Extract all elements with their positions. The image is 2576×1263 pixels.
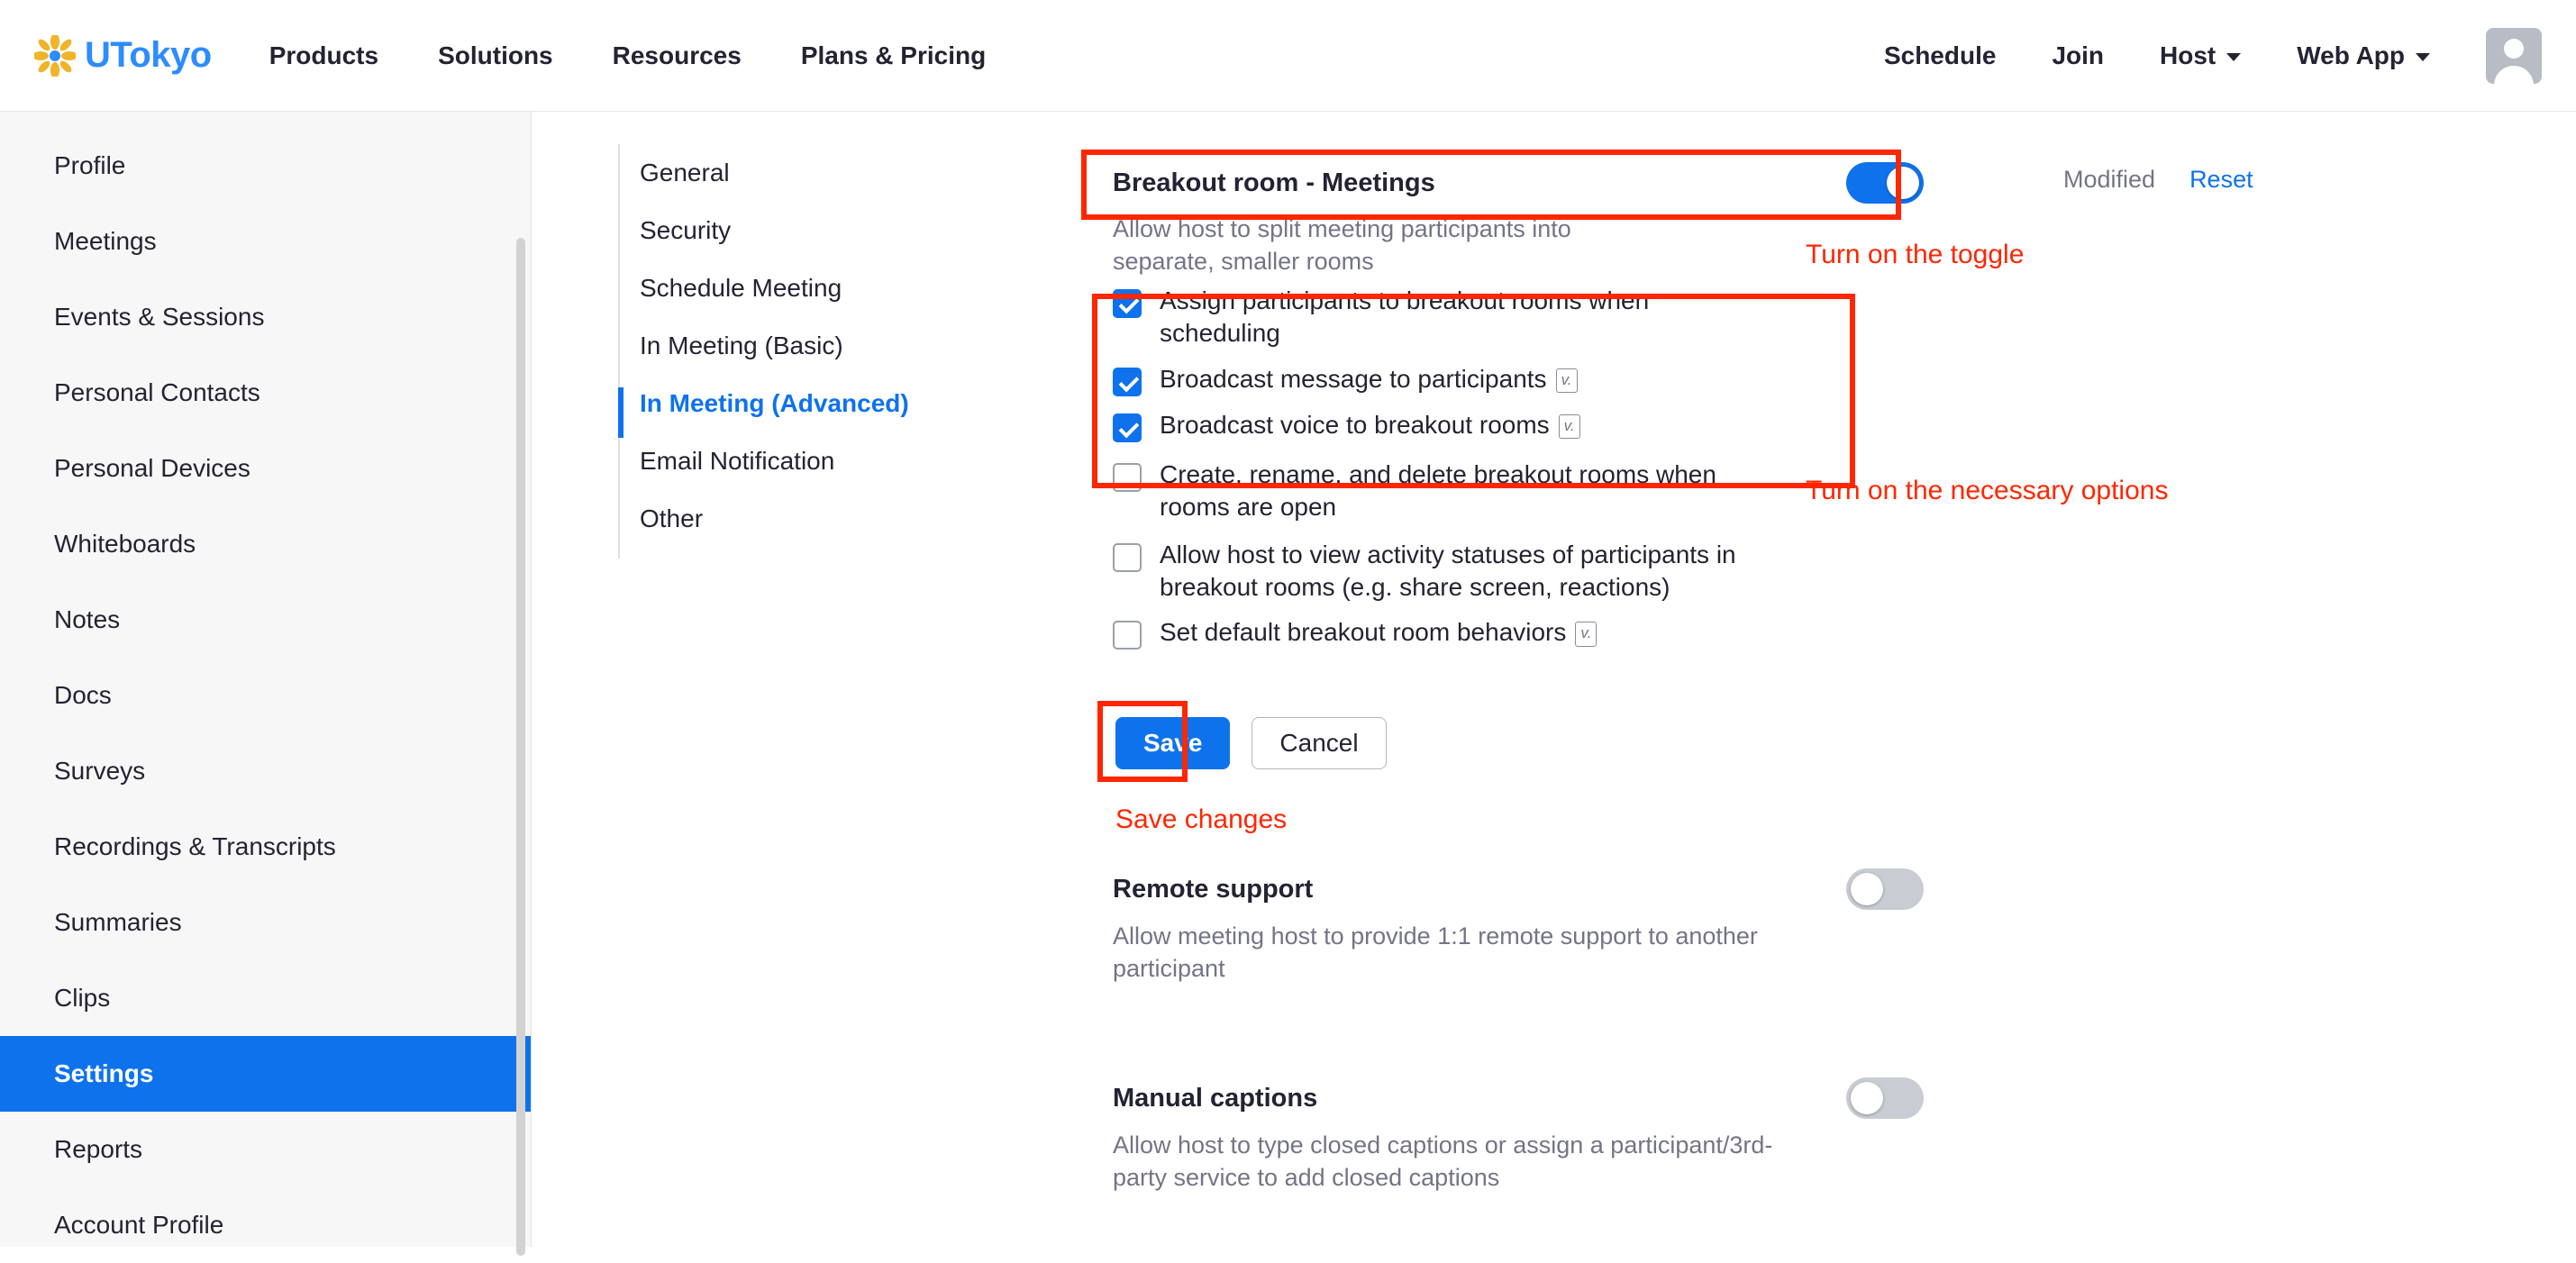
- checkbox-create-rename-delete[interactable]: [1113, 463, 1142, 492]
- option-label: Create, rename, and delete breakout rooms when rooms are open: [1160, 459, 1716, 522]
- option-label: Set default breakout room behaviors: [1160, 618, 1567, 647]
- sidebar-item-meetings[interactable]: Meetings: [54, 227, 157, 255]
- settings-tabs: [620, 144, 980, 548]
- breakout-room-status: [2063, 166, 2253, 194]
- chevron-down-icon: [2416, 53, 2430, 61]
- breakout-room-toggle[interactable]: [1846, 162, 1924, 204]
- cancel-button[interactable]: Cancel: [1252, 717, 1386, 769]
- option-view-activity-statuses[interactable]: [1113, 539, 2014, 604]
- breakout-room-options: [1113, 285, 2014, 662]
- nav-link-web-app[interactable]: [2297, 41, 2430, 70]
- breakout-room-description: Allow host to split meeting participants into separate, smaller rooms: [1113, 215, 1571, 275]
- checkbox-assign-participants[interactable]: [1113, 289, 1142, 318]
- sidebar-item-events-sessions[interactable]: Events & Sessions: [54, 303, 265, 331]
- remote-support-description: Allow meeting host to provide 1:1 remote support to another participant: [1113, 922, 1758, 982]
- nav-link-plans-pricing[interactable]: Plans & Pricing: [800, 41, 987, 69]
- sidebar-item-account-profile[interactable]: Account Profile: [54, 1211, 224, 1239]
- tab-other[interactable]: Other: [640, 504, 704, 532]
- sidebar-item-personal-contacts[interactable]: Personal Contacts: [54, 378, 260, 406]
- manual-captions-description: Allow host to type closed captions or assign a participant/3rd-party service to add closed captions: [1113, 1131, 1773, 1191]
- toggle-knob: [1851, 1082, 1883, 1114]
- avatar[interactable]: [2486, 28, 2542, 84]
- annotation-text-toggle: Turn on the toggle: [1806, 240, 2025, 269]
- breakout-room-actions: [1115, 717, 1387, 769]
- tab-email-notification[interactable]: Email Notification: [640, 447, 835, 475]
- breakout-room-header: [1113, 162, 1924, 204]
- sidebar-scrollbar[interactable]: [516, 238, 525, 1256]
- checkbox-view-activity-statuses[interactable]: [1113, 543, 1142, 572]
- utokyo-logo-icon: [34, 35, 76, 77]
- checkbox-broadcast-message[interactable]: [1113, 368, 1142, 396]
- modified-label: Modified: [2063, 166, 2156, 193]
- reset-link[interactable]: Reset: [2189, 166, 2253, 193]
- breakout-room-title: Breakout room - Meetings: [1113, 168, 1435, 197]
- sidebar-item-profile[interactable]: Profile: [54, 151, 126, 179]
- option-broadcast-message[interactable]: [1113, 363, 2014, 396]
- sidebar-item-whiteboards[interactable]: Whiteboards: [54, 530, 196, 558]
- brand-logo[interactable]: [34, 35, 212, 77]
- toggle-knob: [1851, 873, 1883, 905]
- nav-link-join[interactable]: Join: [2052, 41, 2104, 69]
- chevron-down-icon: [2226, 53, 2241, 61]
- tab-security[interactable]: Security: [640, 216, 732, 244]
- remote-support-toggle[interactable]: [1846, 868, 1924, 910]
- sidebar-item-recordings-transcripts[interactable]: Recordings & Transcripts: [54, 832, 336, 860]
- version-badge: v.: [1556, 368, 1578, 393]
- nav-link-host-label: Host: [2160, 41, 2216, 69]
- sidebar-item-clips[interactable]: Clips: [54, 984, 111, 1012]
- option-label: Broadcast message to participants: [1160, 364, 1547, 393]
- secondary-nav-links: [1884, 28, 2542, 84]
- save-button[interactable]: Save: [1115, 717, 1230, 769]
- option-assign-participants[interactable]: [1113, 285, 2014, 350]
- nav-link-web-app-label: Web App: [2297, 41, 2405, 69]
- option-label: Broadcast voice to breakout rooms: [1160, 410, 1550, 439]
- sidebar-item-surveys[interactable]: Surveys: [54, 757, 146, 785]
- sidebar-item-settings[interactable]: Settings: [0, 1036, 531, 1112]
- option-label: Allow host to view activity statuses of participants in breakout rooms (e.g. share screen, reactions): [1160, 540, 1736, 601]
- remote-support-title: Remote support: [1113, 874, 1314, 904]
- version-badge: v.: [1575, 622, 1597, 646]
- tab-in-meeting-advanced[interactable]: In Meeting (Advanced): [640, 389, 909, 417]
- sidebar-item-personal-devices[interactable]: Personal Devices: [54, 454, 250, 482]
- sidebar-item-notes[interactable]: Notes: [54, 605, 121, 633]
- brand-name: UTokyo: [85, 35, 212, 75]
- tab-in-meeting-basic[interactable]: In Meeting (Basic): [640, 332, 843, 359]
- manual-captions-toggle[interactable]: [1846, 1077, 1924, 1119]
- option-default-behaviors[interactable]: [1113, 616, 2014, 650]
- toggle-knob: [1887, 167, 1919, 199]
- annotation-text-options: Turn on the necessary options: [1806, 476, 2169, 505]
- nav-link-schedule[interactable]: Schedule: [1883, 41, 1997, 69]
- remote-support-header: [1113, 868, 1924, 910]
- primary-nav-links: [269, 41, 987, 70]
- option-label: Assign participants to breakout rooms when scheduling: [1160, 286, 1650, 348]
- sidebar: [0, 112, 532, 1247]
- nav-link-host[interactable]: [2160, 41, 2241, 70]
- option-broadcast-voice[interactable]: [1113, 409, 2014, 442]
- nav-link-solutions[interactable]: Solutions: [438, 41, 553, 69]
- manual-captions-title: Manual captions: [1113, 1083, 1318, 1113]
- checkbox-broadcast-voice[interactable]: [1113, 413, 1142, 442]
- sidebar-item-docs[interactable]: Docs: [54, 681, 112, 709]
- version-badge: v.: [1559, 414, 1580, 439]
- nav-link-resources[interactable]: Resources: [612, 41, 742, 69]
- nav-link-products[interactable]: Products: [269, 41, 379, 69]
- sidebar-item-reports[interactable]: Reports: [54, 1135, 143, 1163]
- tab-general[interactable]: General: [640, 159, 730, 186]
- settings-panel: [1063, 112, 2576, 1247]
- sidebar-item-summaries[interactable]: Summaries: [54, 908, 182, 936]
- top-navigation-bar: [0, 0, 2576, 112]
- checkbox-default-behaviors[interactable]: [1113, 621, 1142, 650]
- annotation-text-save: Save changes: [1115, 804, 1288, 834]
- manual-captions-header: [1113, 1077, 1924, 1119]
- tab-schedule-meeting[interactable]: Schedule Meeting: [640, 274, 842, 302]
